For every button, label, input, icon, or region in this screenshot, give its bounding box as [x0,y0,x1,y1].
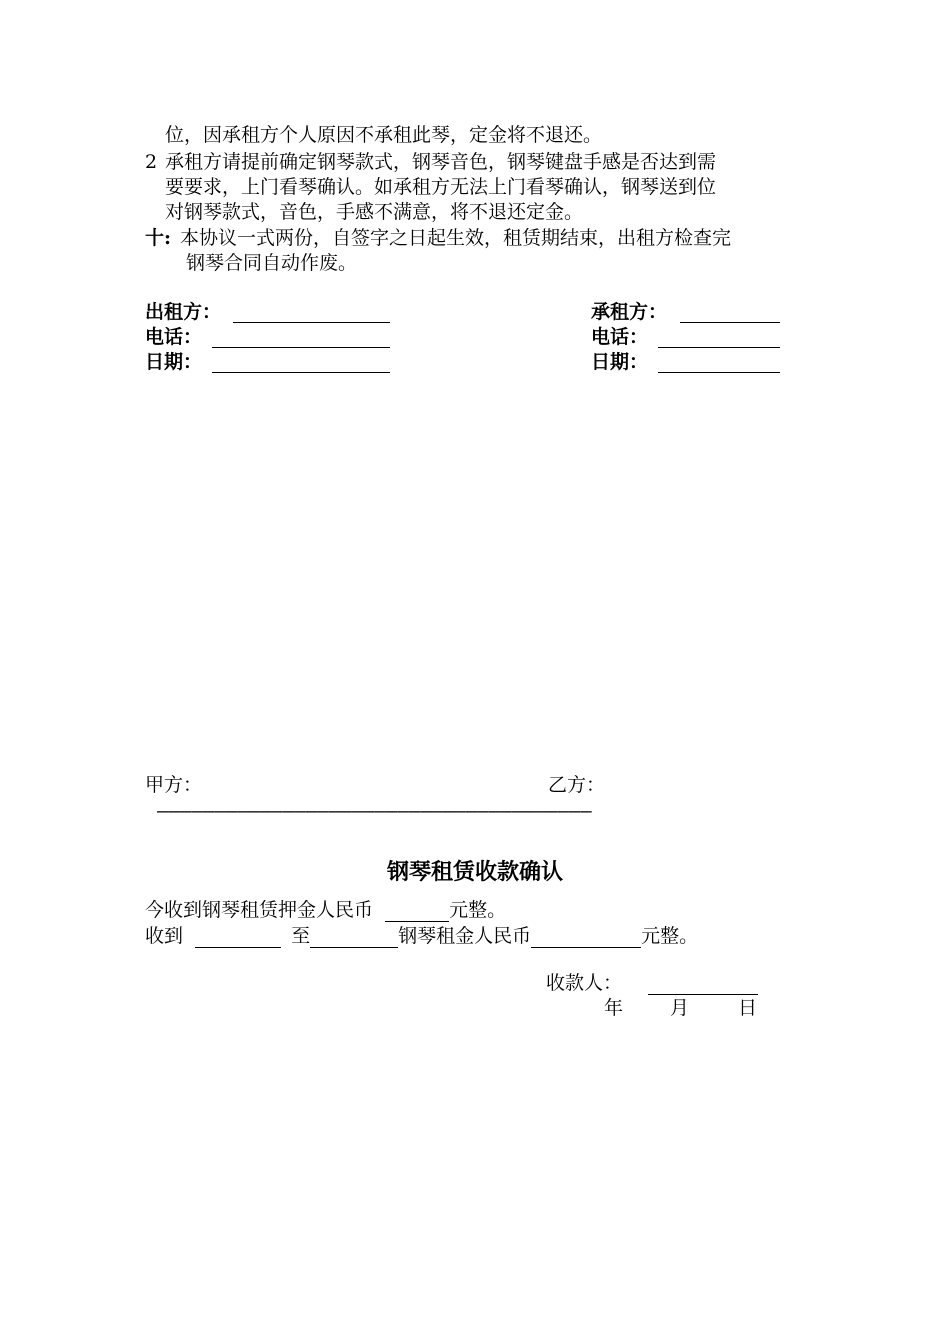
rent-to-label: 至 [291,925,311,947]
lessor-date-label: 日期： [145,351,203,373]
clause-10-line-1: 本协议一式两份，自签字之日起生效，租赁期结束，出租方检查完 [180,227,732,249]
lessor-label: 出租方： [145,301,222,323]
rent-amount-line[interactable] [531,929,641,948]
lessor-date-line[interactable] [212,354,390,373]
lessor-phone-line[interactable] [212,329,390,348]
deposit-suffix: 元整。 [449,899,507,921]
lessee-phone-line[interactable] [658,329,780,348]
deposit-prefix: 今收到钢琴租赁押金人民币 [145,899,374,921]
rent-line [145,924,698,948]
party-a-label: 甲方： [145,774,203,796]
lessee-date-label: 日期： [591,351,649,373]
party-b-label: 乙方： [548,774,606,796]
clause-10-line-2: 钢琴合同自动作废。 [186,252,358,274]
rent-from-label: 收到 [145,925,184,947]
deposit-line [145,898,506,922]
lessee-date-line[interactable] [658,354,780,373]
clause-10-label: 十: [145,227,172,249]
payee-signature-line[interactable] [648,976,758,995]
receipt-year: 年 [604,997,624,1019]
deposit-amount-line[interactable] [385,903,449,922]
rent-suffix: 元整。 [641,925,699,947]
rent-middle-label: 钢琴租金人民币 [398,925,532,947]
receipt-month: 月 [670,997,690,1019]
rent-start-date-line[interactable] [195,929,281,948]
lessee-signature-line[interactable] [680,304,780,323]
lessor-phone-label: 电话： [145,326,203,348]
payee-label: 收款人： [546,972,623,994]
lessor-signature-line[interactable] [233,304,390,323]
receipt-title: 钢琴租赁收款确认 [386,859,563,885]
clause-line-1: 位，因承租方个人原因不承租此琴，定金将不退还。 [165,124,603,146]
clause-2-number: 2 [145,151,158,173]
clause-2-line-1: 承租方请提前确定钢琴款式，钢琴音色，钢琴键盘手感是否达到需 [165,151,717,173]
cut-dash-line: —————————————————————————————————————— [157,800,592,822]
lessee-label: 承租方： [591,301,668,323]
rent-end-date-line[interactable] [310,929,398,948]
receipt-day: 日 [738,997,758,1019]
clause-2-line-3: 对钢琴款式，音色，手感不满意，将不退还定金。 [165,201,584,223]
clause-2-line-2: 要要求，上门看琴确认。如承租方无法上门看琴确认，钢琴送到位 [165,176,717,198]
lessee-phone-label: 电话： [591,326,649,348]
